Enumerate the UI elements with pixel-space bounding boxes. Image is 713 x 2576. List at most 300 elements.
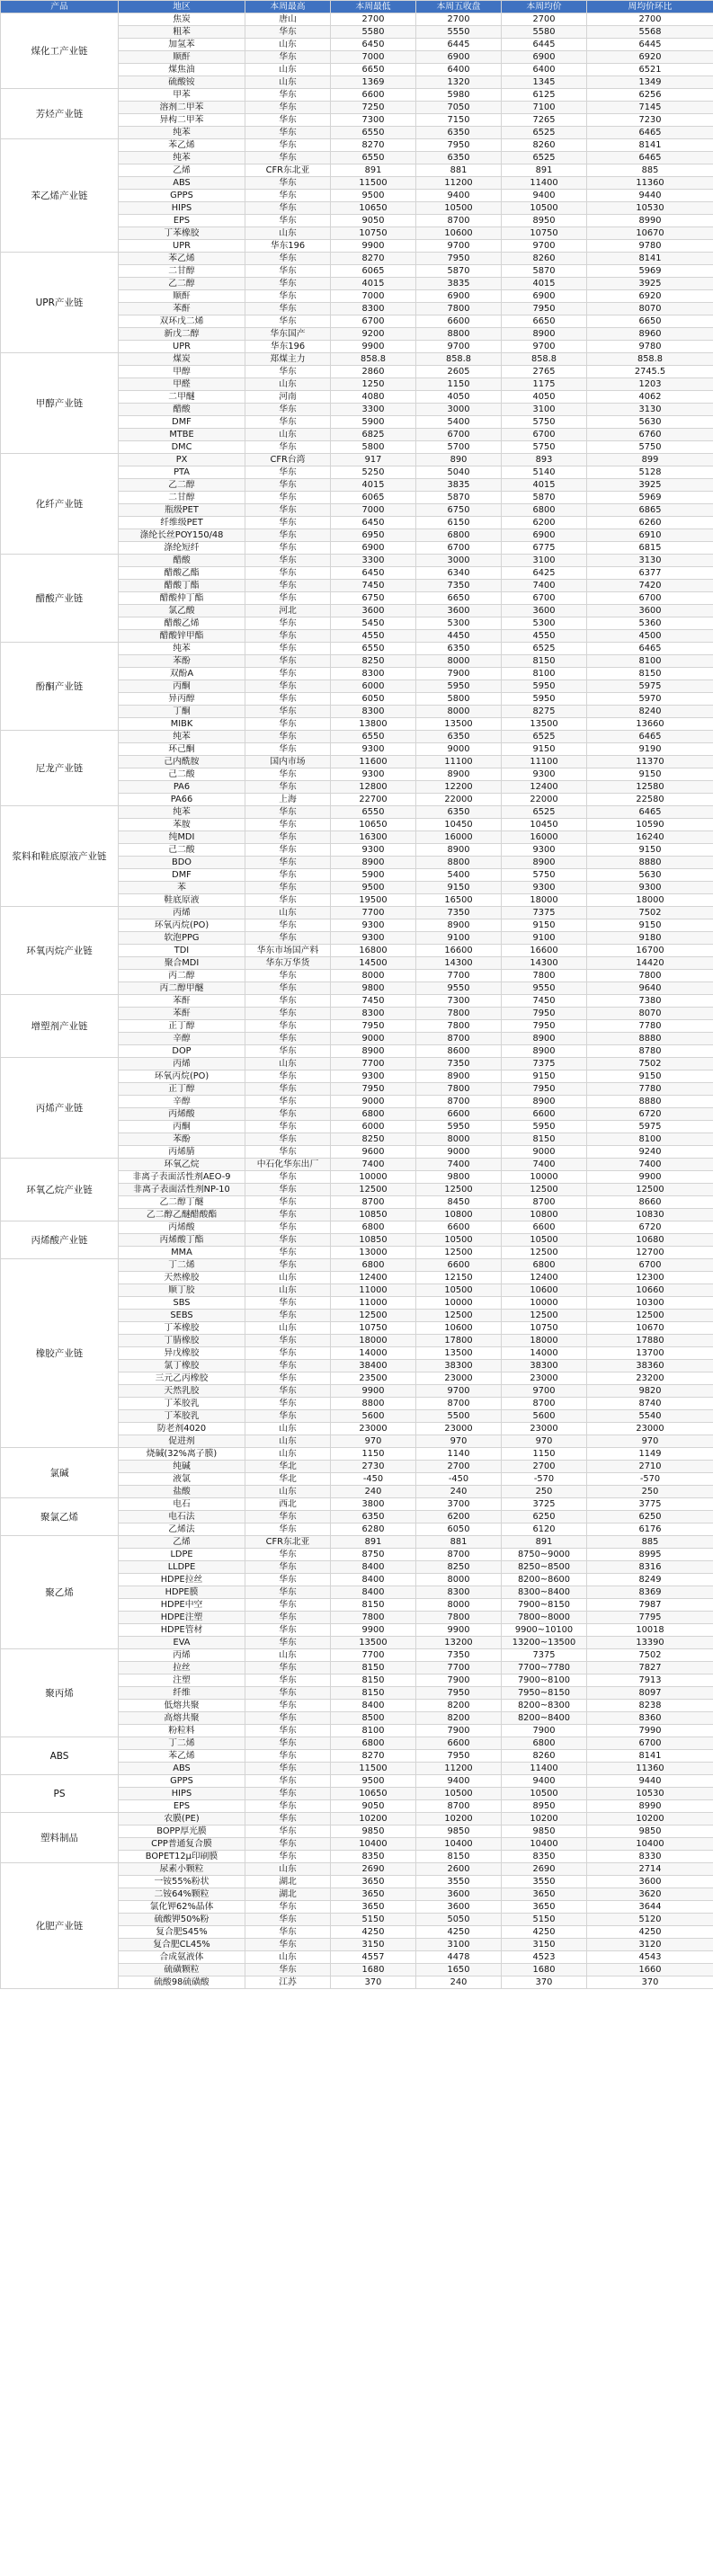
weekly-average-cell: 3600 xyxy=(587,605,713,617)
friday-close-cell: 9300 xyxy=(502,844,587,857)
friday-close-cell: 6120 xyxy=(502,1523,587,1536)
weekly-high-cell: 6800 xyxy=(331,1221,416,1234)
friday-close-cell: 9700 xyxy=(502,240,587,253)
friday-close-cell: 7800~8000 xyxy=(502,1612,587,1624)
product-cell: 氯化钾62%晶体 xyxy=(119,1901,245,1914)
region-cell: 华东 xyxy=(245,479,331,492)
weekly-average-cell: 8316 xyxy=(587,1561,713,1574)
weekly-low-cell: 881 xyxy=(416,1536,502,1549)
friday-close-cell: 6900 xyxy=(502,51,587,64)
weekly-high-cell: 5450 xyxy=(331,617,416,630)
weekly-low-cell: 890 xyxy=(416,454,502,466)
product-cell: 丁酮 xyxy=(119,706,245,718)
product-cell: HDPE膜 xyxy=(119,1586,245,1599)
friday-close-cell: 9400 xyxy=(502,1775,587,1788)
friday-close-cell: 9900~10100 xyxy=(502,1624,587,1637)
weekly-low-cell: 8300 xyxy=(416,1586,502,1599)
product-cell: 纯苯 xyxy=(119,731,245,743)
weekly-low-cell: 6350 xyxy=(416,806,502,819)
friday-close-cell: 858.8 xyxy=(502,353,587,366)
region-cell: 华东 xyxy=(245,693,331,706)
weekly-average-cell: 12580 xyxy=(587,781,713,794)
product-cell: UPR xyxy=(119,341,245,353)
region-cell: 华东 xyxy=(245,1964,331,1976)
weekly-average-cell: 10530 xyxy=(587,202,713,215)
chain-group-label: 氯碱 xyxy=(1,1448,119,1498)
region-cell: 华东 xyxy=(245,1901,331,1914)
friday-close-cell: 6800 xyxy=(502,504,587,517)
friday-close-cell: 8350 xyxy=(502,1851,587,1863)
region-cell: 华东 xyxy=(245,982,331,995)
region-cell: 华东 xyxy=(245,1096,331,1108)
weekly-average-cell: 8100 xyxy=(587,655,713,668)
product-cell: 非离子表面活性剂AEO-9 xyxy=(119,1171,245,1184)
weekly-low-cell: 3550 xyxy=(416,1876,502,1888)
weekly-low-cell: 10500 xyxy=(416,1284,502,1297)
product-cell: 新戊二醇 xyxy=(119,328,245,341)
chain-group-label: 聚乙烯 xyxy=(1,1536,119,1649)
weekly-high-cell: 12800 xyxy=(331,781,416,794)
product-cell: ABS xyxy=(119,1763,245,1775)
weekly-high-cell: 8270 xyxy=(331,253,416,265)
region-cell: 华东 xyxy=(245,1775,331,1788)
weekly-high-cell: 6700 xyxy=(331,315,416,328)
product-cell: 丁二烯 xyxy=(119,1259,245,1272)
product-cell: 纤维 xyxy=(119,1687,245,1700)
weekly-average-cell: 10830 xyxy=(587,1209,713,1221)
product-cell: 二甘醇 xyxy=(119,492,245,504)
weekly-high-cell: 6000 xyxy=(331,1121,416,1133)
product-cell: 纤维级PET xyxy=(119,517,245,529)
friday-close-cell: 370 xyxy=(502,1976,587,1989)
weekly-average-cell: 5975 xyxy=(587,1121,713,1133)
weekly-high-cell: 1369 xyxy=(331,76,416,89)
weekly-low-cell: 3100 xyxy=(416,1939,502,1951)
friday-close-cell: 9550 xyxy=(502,982,587,995)
product-cell: 正丁醇 xyxy=(119,1020,245,1033)
friday-close-cell: 891 xyxy=(502,1536,587,1549)
region-cell: 山东 xyxy=(245,1423,331,1435)
weekly-low-cell: 6340 xyxy=(416,567,502,580)
region-cell: 山东 xyxy=(245,1322,331,1335)
weekly-average-cell: 8100 xyxy=(587,1133,713,1146)
weekly-high-cell: 370 xyxy=(331,1976,416,1989)
weekly-low-cell: 6200 xyxy=(416,1511,502,1523)
weekly-average-cell: 970 xyxy=(587,1435,713,1448)
weekly-low-cell: 10600 xyxy=(416,227,502,240)
weekly-high-cell: 6750 xyxy=(331,592,416,605)
weekly-average-cell: 5630 xyxy=(587,869,713,882)
chain-group-label: 尼龙产业链 xyxy=(1,731,119,806)
weekly-low-cell: 12500 xyxy=(416,1184,502,1196)
product-cell: UPR xyxy=(119,240,245,253)
header-weekly-average: 本周均价 xyxy=(502,1,587,13)
weekly-low-cell: 23000 xyxy=(416,1423,502,1435)
weekly-high-cell: 3600 xyxy=(331,605,416,617)
weekly-low-cell: 7950 xyxy=(416,1687,502,1700)
weekly-low-cell: 8600 xyxy=(416,1045,502,1058)
weekly-high-cell: 6800 xyxy=(331,1737,416,1750)
product-cell: 聚合MDI xyxy=(119,957,245,970)
region-cell: 江苏 xyxy=(245,1976,331,1989)
header-friday-close: 本周五收盘 xyxy=(416,1,502,13)
weekly-high-cell: 9500 xyxy=(331,882,416,894)
friday-close-cell: 8260 xyxy=(502,253,587,265)
weekly-high-cell: 4015 xyxy=(331,479,416,492)
product-cell: HDPE管材 xyxy=(119,1624,245,1637)
weekly-low-cell: 7800 xyxy=(416,303,502,315)
table-row xyxy=(1,1159,713,1171)
region-cell: 华北 xyxy=(245,1473,331,1486)
weekly-low-cell: 11200 xyxy=(416,177,502,190)
weekly-low-cell: 9900 xyxy=(416,1624,502,1637)
friday-close-cell: 3550 xyxy=(502,1876,587,1888)
weekly-high-cell: 9300 xyxy=(331,1070,416,1083)
friday-close-cell: 8150 xyxy=(502,655,587,668)
product-cell: 防老剂4020 xyxy=(119,1423,245,1435)
table-row xyxy=(1,1498,713,1511)
chain-group-label: ABS xyxy=(1,1737,119,1775)
region-cell: 华东 xyxy=(245,303,331,315)
region-cell: 华东 xyxy=(245,1612,331,1624)
friday-close-cell: 5140 xyxy=(502,466,587,479)
region-cell: 华东 xyxy=(245,1586,331,1599)
weekly-high-cell: 6450 xyxy=(331,517,416,529)
weekly-average-cell: 7502 xyxy=(587,907,713,919)
region-cell: 华东 xyxy=(245,202,331,215)
region-cell: 华东 xyxy=(245,315,331,328)
weekly-high-cell: 8270 xyxy=(331,139,416,152)
friday-close-cell: 5750 xyxy=(502,441,587,454)
weekly-high-cell: 9900 xyxy=(331,1624,416,1637)
region-cell: 华东196 xyxy=(245,240,331,253)
region-cell: 华东 xyxy=(245,1549,331,1561)
weekly-high-cell: 8400 xyxy=(331,1561,416,1574)
region-cell: 华东 xyxy=(245,1008,331,1020)
weekly-average-cell: 6910 xyxy=(587,529,713,542)
product-cell: HDPE注塑 xyxy=(119,1612,245,1624)
weekly-low-cell: 16000 xyxy=(416,831,502,844)
region-cell: 华东 xyxy=(245,1259,331,1272)
chain-group-label: PS xyxy=(1,1775,119,1813)
weekly-high-cell: 240 xyxy=(331,1486,416,1498)
weekly-average-cell: 3775 xyxy=(587,1498,713,1511)
region-cell: 华东 xyxy=(245,1838,331,1851)
weekly-average-cell: 9180 xyxy=(587,932,713,945)
region-cell: 华东万华货 xyxy=(245,957,331,970)
region-cell: 山东 xyxy=(245,76,331,89)
product-cell: PX xyxy=(119,454,245,466)
weekly-average-cell: 6465 xyxy=(587,127,713,139)
weekly-low-cell: 10800 xyxy=(416,1209,502,1221)
friday-close-cell: 7950 xyxy=(502,1020,587,1033)
product-cell: 丙二醇甲醚 xyxy=(119,982,245,995)
product-cell: 环氧丙烷(PO) xyxy=(119,919,245,932)
weekly-high-cell: 8400 xyxy=(331,1700,416,1712)
weekly-high-cell: 7250 xyxy=(331,102,416,114)
region-cell: 湖北 xyxy=(245,1876,331,1888)
weekly-high-cell: 9200 xyxy=(331,328,416,341)
chain-group-label: 甲醇产业链 xyxy=(1,353,119,454)
product-cell: 纯苯 xyxy=(119,127,245,139)
product-cell: 丁腈橡胶 xyxy=(119,1335,245,1347)
weekly-low-cell: 8000 xyxy=(416,1574,502,1586)
friday-close-cell: 7450 xyxy=(502,995,587,1008)
weekly-average-cell: 7502 xyxy=(587,1649,713,1662)
product-cell: PA66 xyxy=(119,794,245,806)
chain-group-label: 化肥产业链 xyxy=(1,1863,119,1989)
weekly-low-cell: 240 xyxy=(416,1976,502,1989)
product-cell: 氯丁橡胶 xyxy=(119,1360,245,1372)
weekly-low-cell: 8900 xyxy=(416,919,502,932)
region-cell: 华东 xyxy=(245,1813,331,1825)
weekly-low-cell: 9000 xyxy=(416,1146,502,1159)
weekly-average-cell: 1660 xyxy=(587,1964,713,1976)
friday-close-cell: 891 xyxy=(502,164,587,177)
weekly-average-cell: 5568 xyxy=(587,26,713,39)
product-cell: 加氢苯 xyxy=(119,39,245,51)
friday-close-cell: 5600 xyxy=(502,1410,587,1423)
friday-close-cell: 1345 xyxy=(502,76,587,89)
weekly-low-cell: 8900 xyxy=(416,1070,502,1083)
region-cell: 中石化华东出厂 xyxy=(245,1159,331,1171)
weekly-average-cell: 16240 xyxy=(587,831,713,844)
friday-close-cell: 3600 xyxy=(502,605,587,617)
weekly-low-cell: 5950 xyxy=(416,680,502,693)
weekly-average-cell: 8141 xyxy=(587,1750,713,1763)
weekly-high-cell: 12500 xyxy=(331,1310,416,1322)
weekly-average-cell: 7380 xyxy=(587,995,713,1008)
product-cell: CPP普通复合膜 xyxy=(119,1838,245,1851)
weekly-low-cell: 6445 xyxy=(416,39,502,51)
region-cell: 华东 xyxy=(245,1737,331,1750)
weekly-high-cell: 9900 xyxy=(331,240,416,253)
friday-close-cell: 5950 xyxy=(502,1121,587,1133)
product-cell: 纯苯 xyxy=(119,806,245,819)
product-cell: MTBE xyxy=(119,429,245,441)
weekly-high-cell: 5250 xyxy=(331,466,416,479)
weekly-high-cell: 14500 xyxy=(331,957,416,970)
region-cell: CFR东北亚 xyxy=(245,164,331,177)
friday-close-cell: 13200~13500 xyxy=(502,1637,587,1649)
weekly-average-cell: 885 xyxy=(587,164,713,177)
weekly-high-cell: 4557 xyxy=(331,1951,416,1964)
friday-close-cell: 10000 xyxy=(502,1171,587,1184)
friday-close-cell: 4550 xyxy=(502,630,587,643)
weekly-high-cell: 8150 xyxy=(331,1674,416,1687)
weekly-high-cell: 6350 xyxy=(331,1511,416,1523)
weekly-high-cell: 10650 xyxy=(331,819,416,831)
friday-close-cell: -570 xyxy=(502,1473,587,1486)
region-cell: 华东 xyxy=(245,139,331,152)
friday-close-cell: 10500 xyxy=(502,202,587,215)
region-cell: 华东 xyxy=(245,1700,331,1712)
friday-close-cell: 7400 xyxy=(502,580,587,592)
product-cell: DMC xyxy=(119,441,245,454)
table-row xyxy=(1,555,713,567)
chain-group-label: 化纤产业链 xyxy=(1,454,119,555)
table-row xyxy=(1,907,713,919)
weekly-high-cell: 5900 xyxy=(331,869,416,882)
product-cell: 溶剂二甲苯 xyxy=(119,102,245,114)
region-cell: 华东国产 xyxy=(245,328,331,341)
product-cell: 己二酸 xyxy=(119,768,245,781)
chain-group-label: 煤化工产业链 xyxy=(1,13,119,89)
product-cell: 涤纶短纤 xyxy=(119,542,245,555)
weekly-low-cell: 6650 xyxy=(416,592,502,605)
friday-close-cell: 7800 xyxy=(502,970,587,982)
friday-close-cell: 18000 xyxy=(502,894,587,907)
weekly-low-cell: 3600 xyxy=(416,1901,502,1914)
weekly-average-cell: 16700 xyxy=(587,945,713,957)
region-cell: 山东 xyxy=(245,1435,331,1448)
weekly-average-cell: 12300 xyxy=(587,1272,713,1284)
product-cell: DMF xyxy=(119,416,245,429)
weekly-average-cell: 11370 xyxy=(587,756,713,768)
weekly-low-cell: 6350 xyxy=(416,731,502,743)
weekly-low-cell: 11200 xyxy=(416,1763,502,1775)
weekly-high-cell: 3650 xyxy=(331,1888,416,1901)
header-region: 地区 xyxy=(119,1,245,13)
product-cell: 正丁醇 xyxy=(119,1083,245,1096)
weekly-low-cell: 8000 xyxy=(416,706,502,718)
weekly-low-cell: 8800 xyxy=(416,857,502,869)
weekly-high-cell: 5900 xyxy=(331,416,416,429)
friday-close-cell: 6445 xyxy=(502,39,587,51)
product-cell: 乙烯 xyxy=(119,1536,245,1549)
weekly-high-cell: 7700 xyxy=(331,1649,416,1662)
weekly-low-cell: 5550 xyxy=(416,26,502,39)
product-cell: 苯 xyxy=(119,882,245,894)
friday-close-cell: 7375 xyxy=(502,1058,587,1070)
product-cell: LDPE xyxy=(119,1549,245,1561)
weekly-high-cell: 6550 xyxy=(331,152,416,164)
product-cell: 二铵64%颗粒 xyxy=(119,1888,245,1901)
weekly-high-cell: 3800 xyxy=(331,1498,416,1511)
weekly-low-cell: 7800 xyxy=(416,1612,502,1624)
region-cell: 华东 xyxy=(245,1763,331,1775)
region-cell: 华东 xyxy=(245,680,331,693)
weekly-low-cell: 9400 xyxy=(416,1775,502,1788)
weekly-average-cell: 8995 xyxy=(587,1549,713,1561)
weekly-average-cell: 6250 xyxy=(587,1511,713,1523)
friday-close-cell: 6525 xyxy=(502,731,587,743)
friday-close-cell: 8200~8300 xyxy=(502,1700,587,1712)
weekly-low-cell: 9000 xyxy=(416,743,502,756)
weekly-low-cell: 7950 xyxy=(416,139,502,152)
product-cell: 促进剂 xyxy=(119,1435,245,1448)
weekly-low-cell: 8250 xyxy=(416,1561,502,1574)
table-row xyxy=(1,995,713,1008)
friday-close-cell: 9400 xyxy=(502,190,587,202)
product-cell: 醋酸乙酯 xyxy=(119,567,245,580)
region-cell: 华东 xyxy=(245,932,331,945)
weekly-low-cell: 17800 xyxy=(416,1335,502,1347)
product-cell: 天然橡胶 xyxy=(119,1272,245,1284)
chain-group-label: 苯乙烯产业链 xyxy=(1,139,119,253)
product-cell: 硫酸钾50%粉 xyxy=(119,1914,245,1926)
table-row xyxy=(1,1737,713,1750)
region-cell: 华东 xyxy=(245,1171,331,1184)
friday-close-cell: 893 xyxy=(502,454,587,466)
table-row xyxy=(1,1775,713,1788)
weekly-low-cell: 7800 xyxy=(416,1008,502,1020)
product-cell: HIPS xyxy=(119,202,245,215)
product-cell: 甲苯 xyxy=(119,89,245,102)
weekly-low-cell: 7800 xyxy=(416,1020,502,1033)
product-cell: EPS xyxy=(119,1800,245,1813)
weekly-average-cell: 38360 xyxy=(587,1360,713,1372)
product-cell: 醋酸 xyxy=(119,404,245,416)
product-cell: 丁苯胶乳 xyxy=(119,1398,245,1410)
friday-close-cell: 8200~8400 xyxy=(502,1712,587,1725)
weekly-low-cell: 8700 xyxy=(416,1398,502,1410)
weekly-high-cell: 10750 xyxy=(331,227,416,240)
weekly-low-cell: 9850 xyxy=(416,1825,502,1838)
weekly-average-cell: 8990 xyxy=(587,215,713,227)
product-cell: 丁苯橡胶 xyxy=(119,227,245,240)
weekly-low-cell: 8700 xyxy=(416,1800,502,1813)
weekly-high-cell: 13000 xyxy=(331,1247,416,1259)
region-cell: 华东 xyxy=(245,1247,331,1259)
product-cell: 天然乳胶 xyxy=(119,1385,245,1398)
product-cell: 电石 xyxy=(119,1498,245,1511)
weekly-average-cell: 5120 xyxy=(587,1914,713,1926)
chain-group-label: 塑料制品 xyxy=(1,1813,119,1863)
weekly-low-cell: 8900 xyxy=(416,844,502,857)
region-cell: 上海 xyxy=(245,794,331,806)
weekly-high-cell: 9300 xyxy=(331,743,416,756)
weekly-low-cell: 2700 xyxy=(416,1461,502,1473)
weekly-average-cell: 9150 xyxy=(587,919,713,932)
weekly-high-cell: 3300 xyxy=(331,555,416,567)
weekly-average-cell: 11360 xyxy=(587,1763,713,1775)
product-cell: 二甲醚 xyxy=(119,391,245,404)
weekly-high-cell: 4015 xyxy=(331,278,416,290)
product-cell: SBS xyxy=(119,1297,245,1310)
product-cell: BOPET12μ印刷膜 xyxy=(119,1851,245,1863)
weekly-low-cell: 8700 xyxy=(416,1033,502,1045)
product-cell: DMF xyxy=(119,869,245,882)
weekly-high-cell: 8800 xyxy=(331,1398,416,1410)
weekly-average-cell: 8330 xyxy=(587,1851,713,1863)
weekly-low-cell: 7700 xyxy=(416,1662,502,1674)
region-cell: 山东 xyxy=(245,907,331,919)
product-cell: 己二酸 xyxy=(119,844,245,857)
weekly-high-cell: 11000 xyxy=(331,1297,416,1310)
weekly-average-cell: 4250 xyxy=(587,1926,713,1939)
product-cell: EPS xyxy=(119,215,245,227)
weekly-low-cell: 7950 xyxy=(416,1750,502,1763)
weekly-low-cell: 6900 xyxy=(416,290,502,303)
friday-close-cell: 5150 xyxy=(502,1914,587,1926)
product-cell: BDO xyxy=(119,857,245,869)
weekly-average-cell: 7502 xyxy=(587,1058,713,1070)
friday-close-cell: 10000 xyxy=(502,1297,587,1310)
weekly-average-cell: 6700 xyxy=(587,592,713,605)
weekly-low-cell: 7150 xyxy=(416,114,502,127)
friday-close-cell: 8900 xyxy=(502,1045,587,1058)
chain-group-label: 丙烯酸产业链 xyxy=(1,1221,119,1259)
weekly-average-cell: 4500 xyxy=(587,630,713,643)
region-cell: 唐山 xyxy=(245,13,331,26)
weekly-average-cell: 250 xyxy=(587,1486,713,1498)
weekly-low-cell: 6600 xyxy=(416,315,502,328)
product-cell: 乙烯法 xyxy=(119,1523,245,1536)
weekly-average-cell: 7780 xyxy=(587,1083,713,1096)
friday-close-cell: 9700 xyxy=(502,341,587,353)
weekly-low-cell: 22000 xyxy=(416,794,502,806)
